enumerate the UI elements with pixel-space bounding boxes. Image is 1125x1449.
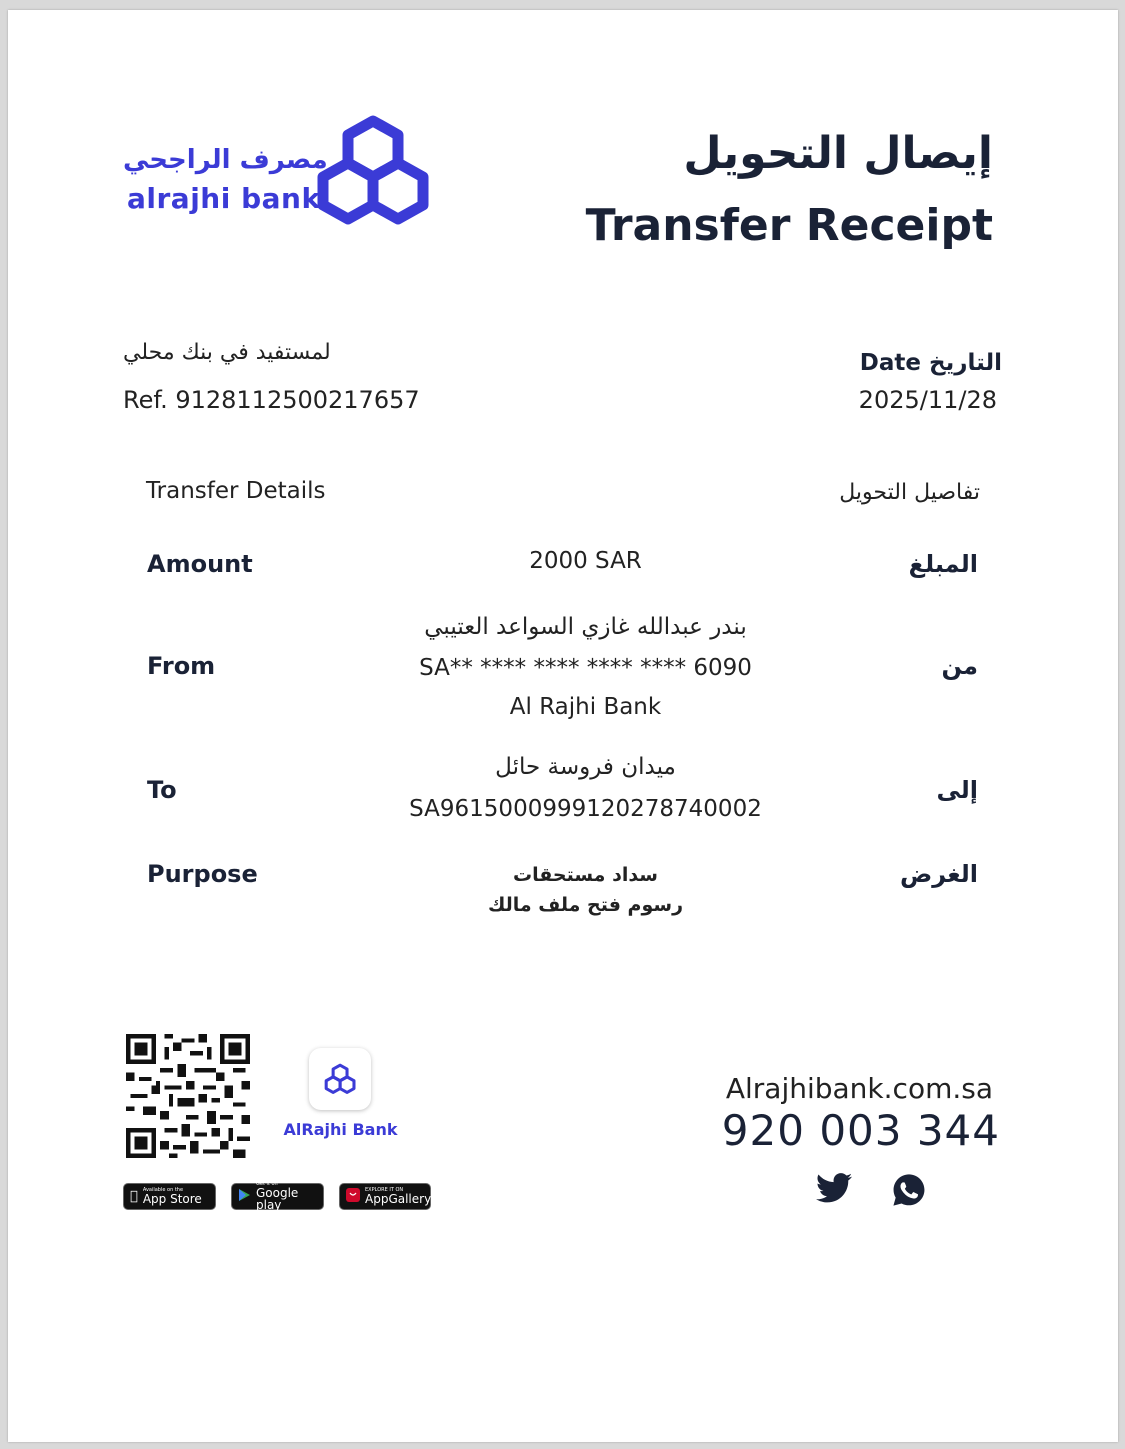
- reference-number: Ref. 9128112500217657: [123, 386, 420, 414]
- from-account: SA** **** **** **** **** 6090: [419, 655, 752, 681]
- purpose-label-english: Purpose: [147, 860, 258, 888]
- amount-label-arabic: المبلغ: [908, 550, 978, 578]
- title-english: Transfer Receipt: [585, 200, 993, 251]
- alrajhi-logo-icon: [315, 113, 431, 225]
- from-label-arabic: من: [941, 652, 978, 680]
- app-store-small: Available on the: [135, 1187, 176, 1193]
- receipt-page: [8, 10, 1118, 1442]
- title-arabic: إيصال التحويل: [683, 128, 993, 179]
- huawei-icon: [346, 1188, 360, 1206]
- app-icon[interactable]: [309, 1048, 371, 1110]
- from-label-english: From: [147, 652, 216, 680]
- details-heading-english: Transfer Details: [146, 478, 326, 504]
- twitter-icon[interactable]: [816, 1173, 852, 1203]
- google-play-small: Get it on: [256, 1181, 278, 1187]
- phone-number[interactable]: 920 003 344: [721, 1106, 1000, 1155]
- to-iban: SA9615000999120278740002: [409, 796, 762, 822]
- details-heading-arabic: تفاصيل التحويل: [839, 480, 980, 505]
- amount-label-english: Amount: [147, 550, 253, 578]
- whatsapp-icon[interactable]: [892, 1173, 926, 1207]
- to-label-arabic: إلى: [936, 776, 978, 804]
- from-bank: Al Rajhi Bank: [509, 694, 662, 720]
- play-icon: [238, 1188, 251, 1206]
- app-store-big: App Store: [135, 1192, 194, 1206]
- logo-text-arabic: مصرف الراجحي: [123, 145, 328, 175]
- to-name: ميدان فروسة حائل: [495, 754, 676, 780]
- purpose-line-1: سداد مستحقات: [513, 864, 658, 886]
- beneficiary-type: لمستفيد في بنك محلي: [123, 340, 331, 365]
- logo-text-english: alrajhi bank: [127, 182, 321, 215]
- amount-value: 2000 SAR: [529, 548, 642, 574]
- purpose-label-arabic: الغرض: [900, 860, 978, 888]
- to-label-english: To: [147, 776, 177, 804]
- qr-code-icon: [126, 1034, 250, 1158]
- website-link[interactable]: Alrajhibank.com.sa: [725, 1072, 993, 1105]
- google-play-badge[interactable]: [231, 1183, 324, 1210]
- app-gallery-big: AppGallery: [365, 1192, 432, 1206]
- date-value: 2025/11/28: [858, 386, 997, 414]
- purpose-line-2: رسوم فتح ملف مالك: [487, 894, 684, 916]
- app-gallery-badge[interactable]: [339, 1183, 431, 1210]
- app-store-badge[interactable]: [123, 1183, 216, 1210]
- alrajhi-app-logo-icon: [309, 1048, 371, 1110]
- from-name: بندر عبدالله غازي السواعد العتيبي: [424, 614, 747, 640]
- date-label: Date التاريخ: [859, 350, 1002, 376]
- app-gallery-small: EXPLORE IT ON: [365, 1187, 404, 1193]
- app-name: AlRajhi Bank: [283, 1120, 398, 1139]
- apple-icon: [130, 1189, 138, 1204]
- google-play-big: Google play: [256, 1186, 299, 1212]
